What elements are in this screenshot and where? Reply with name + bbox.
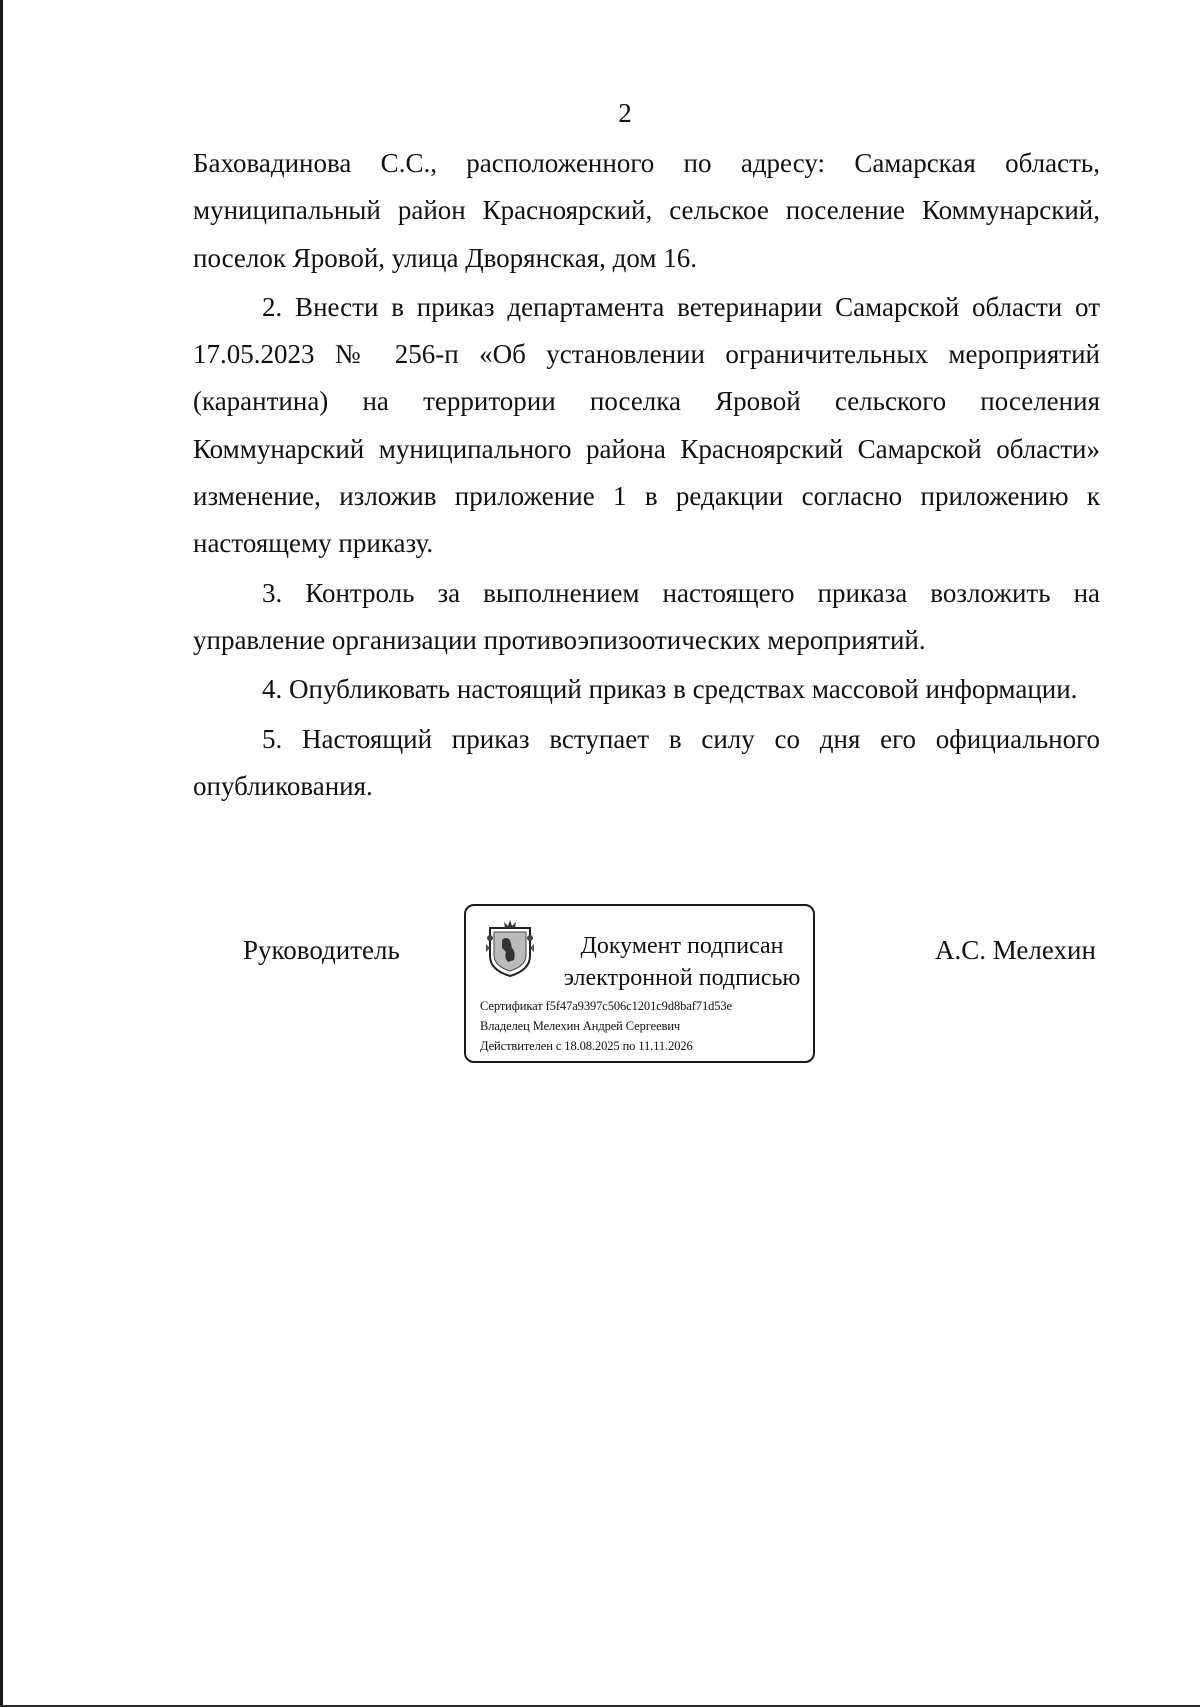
certificate-owner: Владелец Мелехин Андрей Сергеевич xyxy=(480,1019,681,1033)
signature-title-line1: Документ подписан xyxy=(580,933,784,959)
scan-edge-left xyxy=(0,0,3,1707)
paragraph-item-3: 3. Контроль за выполнением настоящего приказа возложить на управление организации противоэпизоотических мероприятий. xyxy=(193,577,1100,655)
paragraph-item-5: 5. Настоящий приказ вступает в силу со дня его официального опубликования. xyxy=(193,723,1100,801)
signature-details xyxy=(480,996,732,1056)
electronic-signature-stamp xyxy=(464,904,815,1063)
paragraph-address: Баховадинова С.С., расположенного по адресу: Самарская область, муниципальный район Красноярский, сельское поселение Коммунарский, поселок Яровой, улица Дворянская, дом 16. xyxy=(193,148,1100,273)
certificate-number: Сертификат f5f47a9397c506c1201c9d8baf71d53e xyxy=(480,999,732,1013)
signer-role: Руководитель xyxy=(243,935,400,965)
paragraph-item-4: 4. Опубликовать настоящий приказ в средствах массовой информации. xyxy=(262,674,1078,705)
page-number: 2 xyxy=(618,98,632,128)
coat-of-arms-icon xyxy=(482,918,538,978)
signer-name: А.С. Мелехин xyxy=(935,935,1096,965)
document-body xyxy=(193,140,1100,810)
paragraph-item-2: 2. Внести в приказ департамента ветеринарии Самарской области от 17.05.2023 № 256-п «Об установлении ограничительных мероприятий (карантина) на территории поселка Яровой сельского поселения Коммунарский муниципального района Красноярский Самарской области» изменение, изложив приложение 1 в редакции согласно приложению к настоящему приказу. xyxy=(193,291,1100,559)
signature-title xyxy=(552,930,812,994)
signature-title-line2: электронной подписью xyxy=(563,965,801,991)
certificate-validity: Действителен с 18.08.2025 по 11.11.2026 xyxy=(480,1039,693,1053)
